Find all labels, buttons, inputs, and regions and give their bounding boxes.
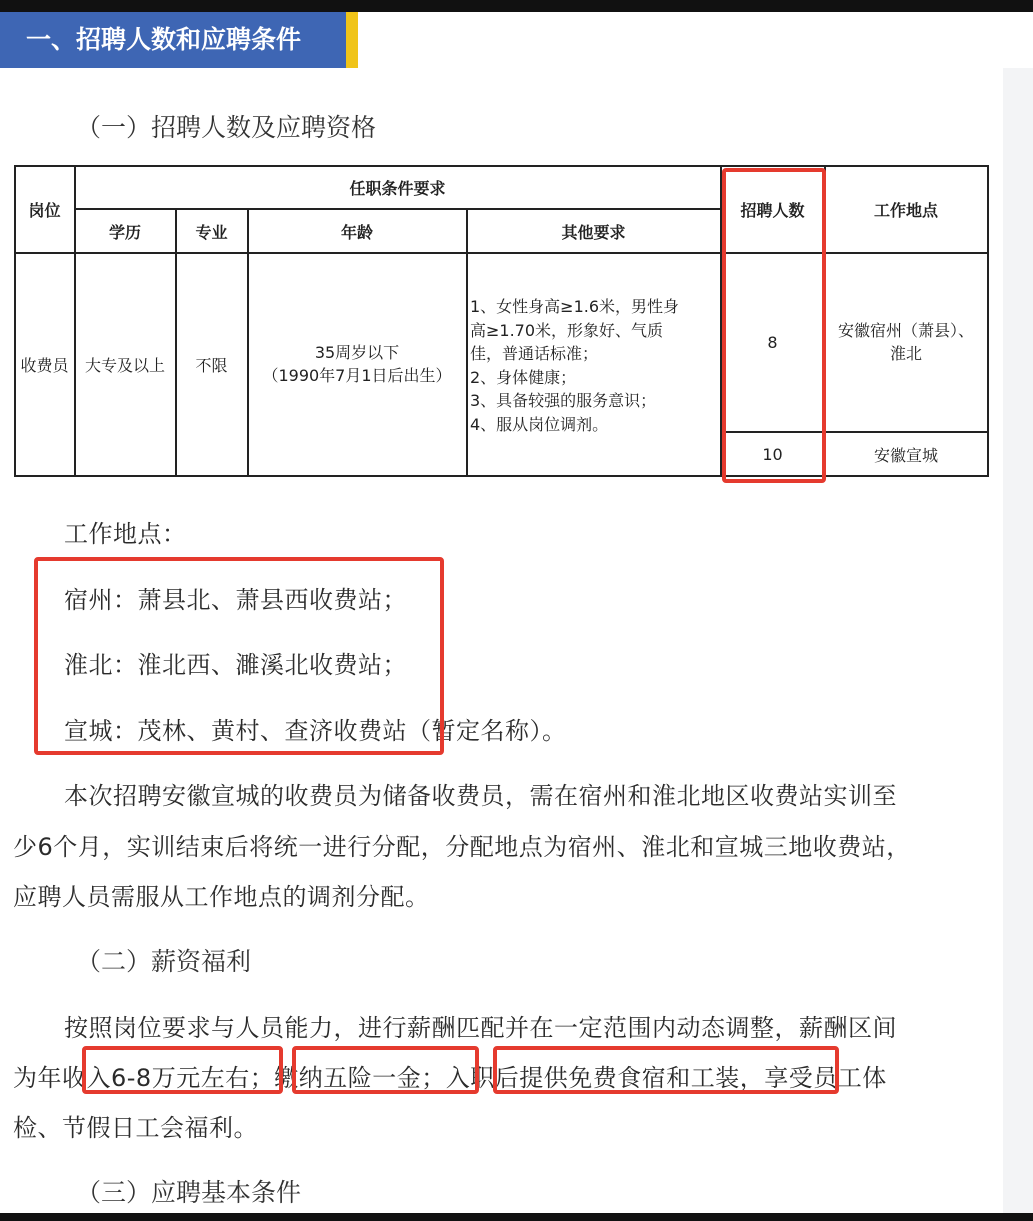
highlight-salary bbox=[82, 1046, 283, 1094]
header-count: 招聘人数 bbox=[740, 200, 805, 220]
location-1-line1: 安徽宿州（萧县）、 bbox=[837, 321, 974, 340]
cell-location-2: 安徽宣城 bbox=[873, 445, 938, 465]
requirement-line: 3、具备较强的服务意识； bbox=[470, 391, 657, 410]
location-xuancheng: 宣城：茂林、黄村、查济收费站（暂定名称）。 bbox=[64, 717, 567, 745]
highlight-count-column bbox=[722, 168, 826, 483]
para1-line2: 少6个月，实训结束后将统一进行分配，分配地点为宿州、淮北和宣城三地收费站， bbox=[13, 833, 911, 861]
header-age: 年龄 bbox=[340, 222, 373, 242]
para2-line1: 按照岗位要求与人员能力，进行薪酬匹配并在一定范围内动态调整，薪酬区间 bbox=[64, 1014, 897, 1042]
subsection-title-1: （一）招聘人数及应聘资格 bbox=[76, 113, 377, 142]
para1-line3: 应聘人员需服从工作地点的调剂分配。 bbox=[13, 883, 430, 911]
para2-line2: 为年收入6-8万元左右；缴纳五险一金；入职后提供免费食宿和工装，享受员工体 bbox=[13, 1064, 887, 1092]
requirement-line: 2、身体健康； bbox=[470, 367, 577, 387]
section-title-banner: 一、招聘人数和应聘条件 bbox=[0, 12, 346, 68]
age-birthdate: （1990年7月1日后出生） bbox=[262, 366, 452, 385]
highlight-insurance bbox=[292, 1046, 479, 1094]
header-education: 学历 bbox=[108, 222, 141, 242]
para2-line3: 检、节假日工会福利。 bbox=[13, 1114, 258, 1142]
cell-major: 不限 bbox=[195, 355, 228, 375]
subsection-title-3: （三）应聘基本条件 bbox=[76, 1178, 302, 1207]
location-huaibei: 淮北：淮北西、濉溪北收费站； bbox=[64, 651, 407, 679]
cell-position: 收费员 bbox=[20, 355, 69, 375]
table-border-bottom bbox=[14, 475, 989, 477]
age-limit: 35周岁以下 bbox=[314, 343, 400, 362]
location-suzhou: 宿州：萧县北、萧县西收费站； bbox=[64, 586, 407, 614]
header-major: 专业 bbox=[195, 222, 228, 242]
cell-count-2: 10 bbox=[762, 444, 783, 464]
header-other: 其他要求 bbox=[561, 222, 626, 242]
requirement-line: 4、服从岗位调剂。 bbox=[470, 414, 609, 434]
banner-accent bbox=[346, 12, 358, 68]
highlight-room-board bbox=[493, 1046, 839, 1094]
requirement-line: 1、女性身高≥1.6米，男性身 bbox=[470, 297, 680, 316]
requirement-line: 高≥1.70米，形象好、气质 bbox=[470, 320, 664, 340]
work-location-label: 工作地点： bbox=[64, 520, 187, 548]
header-location: 工作地点 bbox=[873, 200, 938, 220]
subsection-title-2: （二）薪资福利 bbox=[76, 947, 252, 976]
bottom-bar bbox=[0, 1213, 1033, 1221]
location-1-line2: 淮北 bbox=[889, 344, 922, 363]
header-conditions: 任职条件要求 bbox=[349, 178, 446, 198]
requirement-line: 佳，普通话标准； bbox=[470, 344, 599, 363]
para1-line1: 本次招聘安徽宣城的收费员为储备收费员，需在宿州和淮北地区收费站实训至 bbox=[64, 782, 897, 810]
recruitment-table bbox=[14, 165, 989, 477]
cell-other-requirements bbox=[470, 295, 720, 436]
top-bar bbox=[0, 0, 1033, 12]
cell-location-1 bbox=[825, 253, 987, 431]
highlight-locations bbox=[34, 557, 444, 755]
cell-education: 大专及以上 bbox=[84, 355, 165, 375]
right-margin-band bbox=[1003, 68, 1033, 1213]
header-position: 岗位 bbox=[28, 200, 61, 220]
cell-count-1: 8 bbox=[767, 332, 778, 352]
cell-age bbox=[248, 253, 466, 475]
